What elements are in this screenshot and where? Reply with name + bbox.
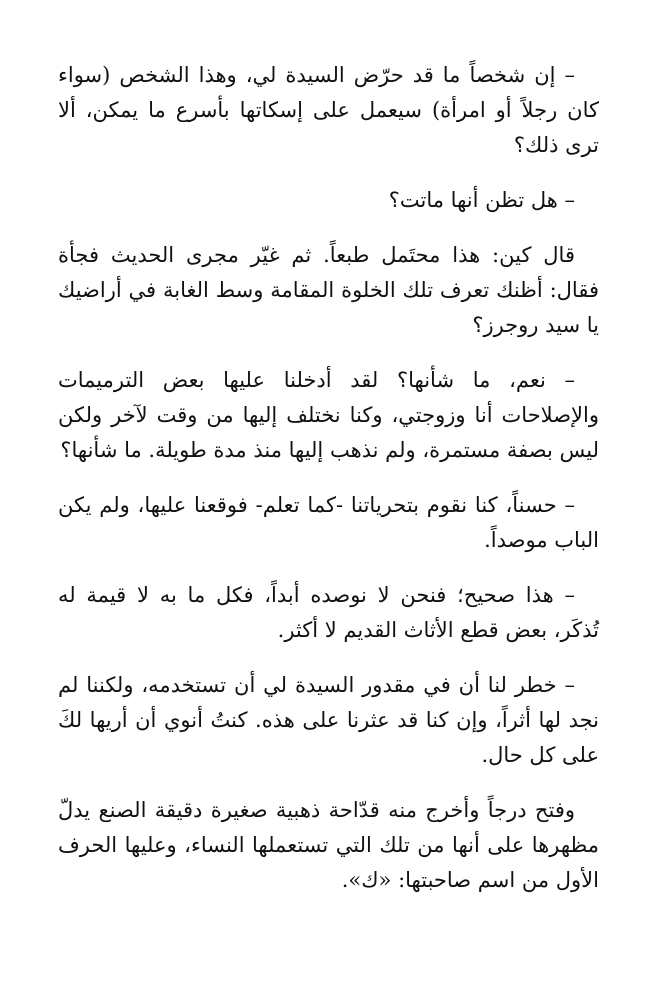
paragraph-3: قال كين: هذا محتَمل طبعاً. ثم غيّر مجرى الحديث فجأة فقال: أظنك تعرف تلك الخلوة المقامة وسط الغابة في أراضيك يا سيد روجرز؟ — [58, 243, 599, 337]
paragraph-8: وفتح درجاً وأخرج منه قدّاحة ذهبية صغيرة دقيقة الصنع يدلّ مظهرها على أنها من تلك التي تستعملها النساء، وعليها الحرف الأول من اسم صاحبتها: «ك». — [58, 798, 599, 892]
paragraph-6: – هذا صحيح؛ فنحن لا نوصده أبداً، فكل ما به لا قيمة له تُذكَر، بعض قطع الأثاث القديم لا أكثر. — [58, 583, 599, 642]
paragraph-7: – خطر لنا أن في مقدور السيدة لي أن تستخدمه، ولكننا لم نجد لها أثراً، وإن كنا قد عثرنا على هذه. كنتُ أنوي أن أريها لكَ على كل حال. — [58, 673, 599, 767]
paragraph-5: – حسناً، كنا نقوم بتحرياتنا -كما تعلم- فوقعنا عليها، ولم يكن الباب موصداً. — [58, 493, 599, 552]
paragraph-4: – نعم، ما شأنها؟ لقد أدخلنا عليها بعض الترميمات والإصلاحات أنا وزوجتي، وكنا نختلف إليها من وقت لآخر ولكن ليس بصفة مستمرة، ولم نذهب إليها منذ مدة طويلة. ما شأنها؟ — [58, 368, 599, 462]
paragraph-2: – هل تظن أنها ماتت؟ — [388, 188, 575, 212]
paragraph-1: – إن شخصاً ما قد حرّض السيدة لي، وهذا الشخص (سواء كان رجلاً أو امرأة) سيعمل على إسكاتها بأسرع ما يمكن، ألا ترى ذلك؟ — [58, 63, 599, 157]
